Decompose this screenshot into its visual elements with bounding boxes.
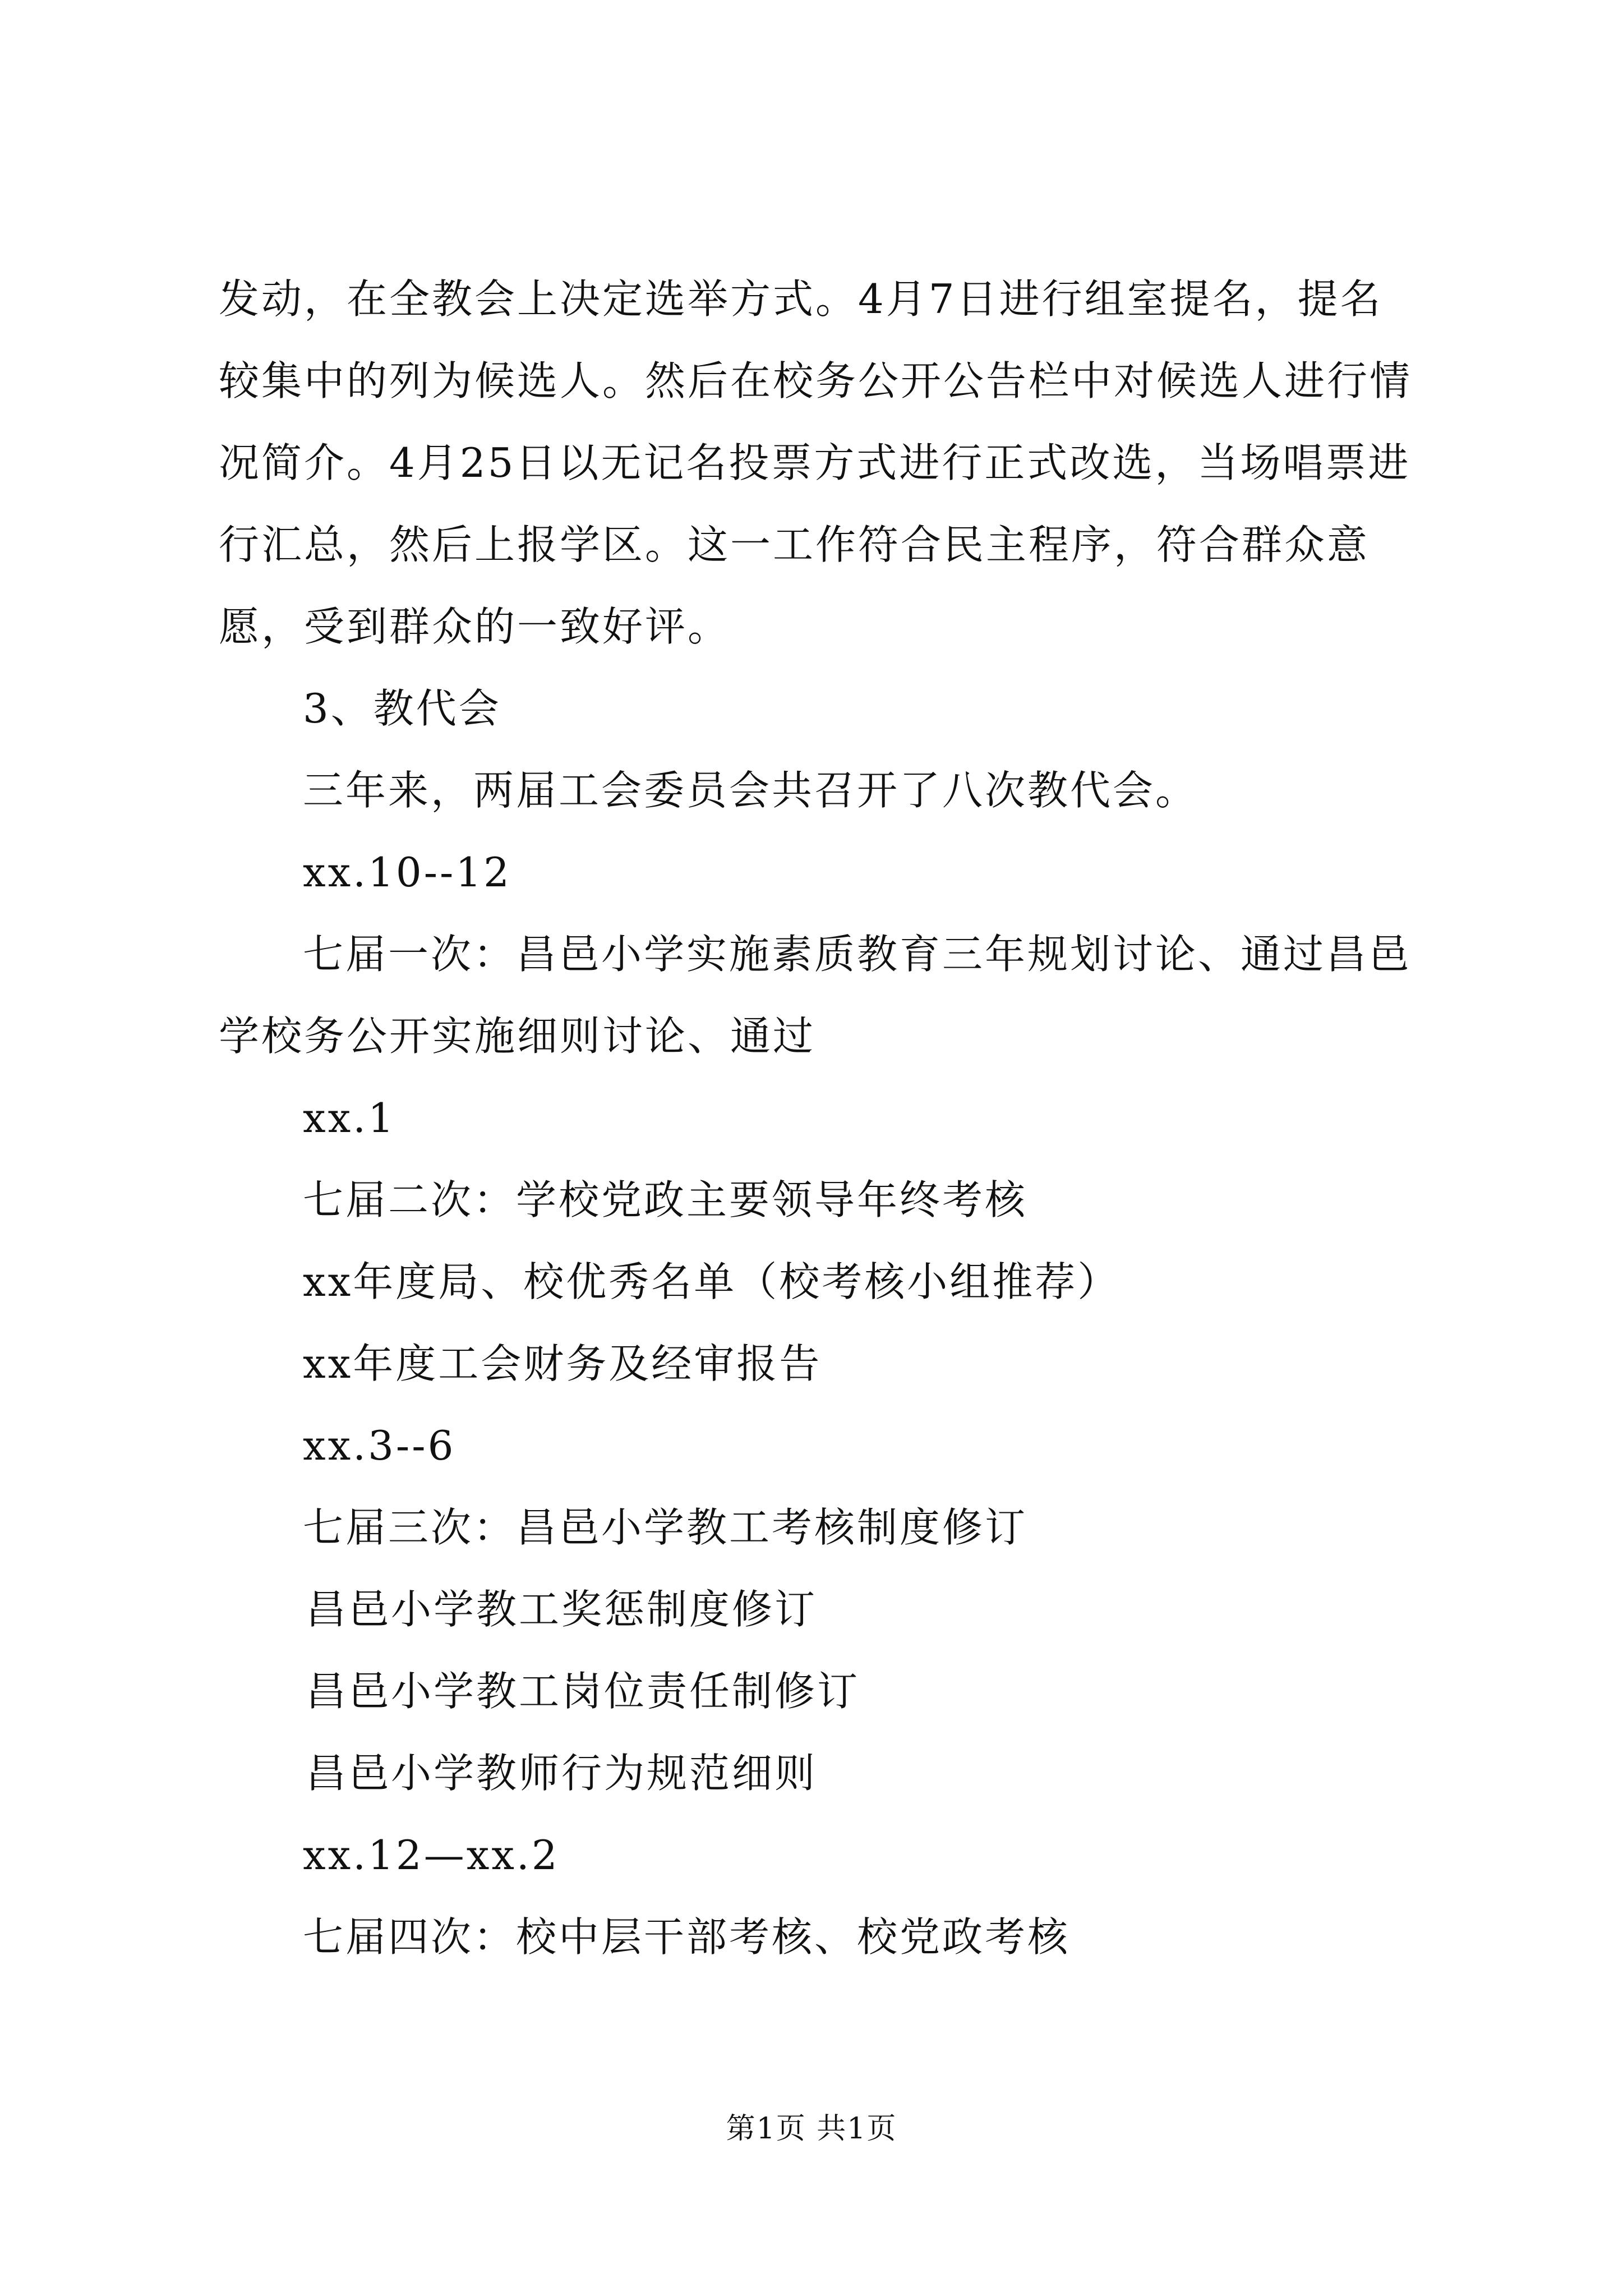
document-body (219, 258, 1419, 1978)
date-line: xx.12—xx.2 (303, 1832, 560, 1879)
section-heading-teacher-congress: 3、教代会 (303, 685, 501, 732)
date-line: xx.1 (303, 1094, 396, 1142)
paragraph-congress-summary: 三年来，两届工会委员会共召开了八次教代会。 (303, 767, 1198, 814)
session-subitem: xx年度局、校优秀名单（校考核小组推荐） (303, 1258, 1121, 1305)
session-item: 七届二次：学校党政主要领导年终考核 (303, 1176, 1028, 1223)
session-subitem: 昌邑小学教工奖惩制度修订 (306, 1586, 818, 1633)
session-subitem: 昌邑小学教师行为规范细则 (306, 1750, 818, 1797)
session-item: 七届四次：校中层干部考核、校党政考核 (303, 1913, 1071, 1961)
session-item: 七届一次：昌邑小学实施素质教育三年规划讨论、通过昌邑学校务公开实施细则讨论、通过 (219, 931, 1412, 1060)
date-line: xx.10--12 (303, 849, 511, 896)
session-subitem: xx年度工会财务及经审报告 (303, 1340, 822, 1387)
session-subitem: 昌邑小学教工岗位责任制修订 (306, 1668, 860, 1715)
page-number-footer: 第1页 共1页 (726, 2112, 897, 2146)
paragraph-election-process: 发动，在全教会上决定选举方式。4月7日进行组室提名，提名较集中的列为候选人。然后在校务公开公告栏中对候选人进行情况简介。4月25日以无记名投票方式进行正式改选，当场唱票进行汇总，然后上报学区。这一工作符合民主程序，符合群众意愿，受到群众的一致好评。 (219, 275, 1413, 650)
date-line: xx.3--6 (303, 1422, 456, 1469)
session-item: 七届三次：昌邑小学教工考核制度修订 (303, 1504, 1028, 1551)
